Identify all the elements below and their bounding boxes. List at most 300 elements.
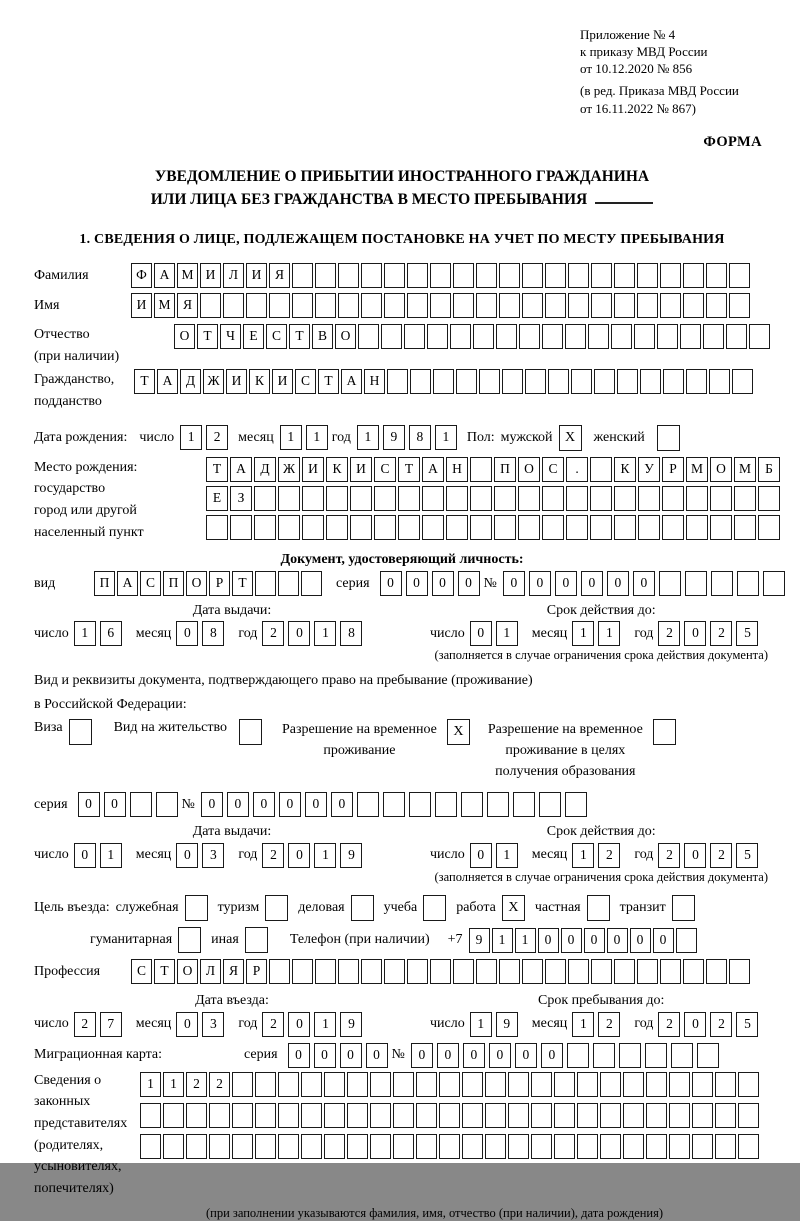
char-cell[interactable] (409, 792, 431, 817)
char-cell[interactable] (383, 792, 405, 817)
char-cell[interactable] (513, 792, 535, 817)
char-cell[interactable]: Ф (131, 263, 152, 288)
char-cell[interactable] (577, 1103, 598, 1128)
char-cell[interactable]: 0 (584, 928, 605, 953)
char-cell[interactable] (462, 1134, 483, 1159)
char-cell[interactable]: У (638, 457, 660, 482)
char-cell[interactable] (435, 792, 457, 817)
char-cell[interactable]: 1 (314, 621, 336, 646)
char-cell[interactable] (623, 1103, 644, 1128)
char-cell[interactable]: 5 (736, 621, 758, 646)
char-cell[interactable]: 0 (458, 571, 480, 596)
name-cells[interactable] (131, 293, 752, 318)
char-cell[interactable] (292, 263, 313, 288)
char-cell[interactable]: М (154, 293, 175, 318)
char-cell[interactable] (590, 486, 612, 511)
char-cell[interactable] (623, 1134, 644, 1159)
char-cell[interactable] (703, 324, 724, 349)
residence-series-cells[interactable] (78, 792, 182, 817)
residence-valid-year-cells[interactable] (658, 843, 762, 868)
char-cell[interactable] (669, 1103, 690, 1128)
char-cell[interactable]: 1 (306, 425, 328, 450)
char-cell[interactable]: С (140, 571, 161, 596)
char-cell[interactable] (384, 959, 405, 984)
char-cell[interactable] (591, 263, 612, 288)
char-cell[interactable] (683, 263, 704, 288)
birth-place-cells-row3[interactable] (206, 515, 782, 540)
char-cell[interactable]: 2 (598, 1012, 620, 1037)
stay-year-cells[interactable] (658, 1012, 762, 1037)
char-cell[interactable]: И (302, 457, 324, 482)
char-cell[interactable]: 0 (411, 1043, 433, 1068)
char-cell[interactable] (662, 486, 684, 511)
char-cell[interactable] (646, 1103, 667, 1128)
char-cell[interactable]: 0 (176, 1012, 198, 1037)
char-cell[interactable] (577, 1072, 598, 1097)
char-cell[interactable] (485, 1103, 506, 1128)
char-cell[interactable]: 0 (463, 1043, 485, 1068)
char-cell[interactable] (539, 792, 561, 817)
char-cell[interactable] (522, 293, 543, 318)
char-cell[interactable] (568, 959, 589, 984)
char-cell[interactable]: Ж (278, 457, 300, 482)
char-cell[interactable]: 1 (314, 1012, 336, 1037)
char-cell[interactable] (156, 792, 178, 817)
char-cell[interactable] (680, 324, 701, 349)
char-cell[interactable] (734, 515, 756, 540)
char-cell[interactable] (439, 1072, 460, 1097)
char-cell[interactable] (709, 369, 730, 394)
char-cell[interactable]: 0 (227, 792, 249, 817)
char-cell[interactable] (542, 324, 563, 349)
char-cell[interactable]: А (230, 457, 252, 482)
char-cell[interactable] (499, 293, 520, 318)
char-cell[interactable] (686, 515, 708, 540)
char-cell[interactable]: С (131, 959, 152, 984)
char-cell[interactable] (370, 1072, 391, 1097)
char-cell[interactable]: К (614, 457, 636, 482)
doc-issue-month-cells[interactable] (176, 621, 228, 646)
purpose-business-checkbox[interactable] (185, 895, 208, 921)
residence-valid-day-cells[interactable] (470, 843, 522, 868)
char-cell[interactable] (645, 1043, 667, 1068)
char-cell[interactable]: 1 (180, 425, 202, 450)
char-cell[interactable]: 0 (288, 843, 310, 868)
char-cell[interactable] (637, 263, 658, 288)
doc-type-cells[interactable] (94, 571, 324, 596)
char-cell[interactable] (706, 959, 727, 984)
char-cell[interactable]: 0 (366, 1043, 388, 1068)
char-cell[interactable] (255, 571, 276, 596)
char-cell[interactable]: Ч (220, 324, 241, 349)
char-cell[interactable]: О (186, 571, 207, 596)
residence-issue-month-cells[interactable] (176, 843, 228, 868)
char-cell[interactable] (292, 959, 313, 984)
char-cell[interactable] (347, 1072, 368, 1097)
char-cell[interactable]: О (174, 324, 195, 349)
char-cell[interactable] (671, 1043, 693, 1068)
char-cell[interactable] (439, 1134, 460, 1159)
char-cell[interactable]: С (295, 369, 316, 394)
char-cell[interactable] (324, 1134, 345, 1159)
char-cell[interactable] (617, 369, 638, 394)
char-cell[interactable] (593, 1043, 615, 1068)
char-cell[interactable]: 1 (492, 928, 513, 953)
char-cell[interactable] (384, 293, 405, 318)
char-cell[interactable] (614, 515, 636, 540)
char-cell[interactable]: 8 (340, 621, 362, 646)
char-cell[interactable] (531, 1072, 552, 1097)
char-cell[interactable]: К (326, 457, 348, 482)
doc-valid-year-cells[interactable] (658, 621, 762, 646)
char-cell[interactable]: Ж (203, 369, 224, 394)
char-cell[interactable] (634, 324, 655, 349)
char-cell[interactable] (729, 263, 750, 288)
char-cell[interactable] (531, 1103, 552, 1128)
char-cell[interactable] (278, 1072, 299, 1097)
stay-day-cells[interactable] (470, 1012, 522, 1037)
char-cell[interactable] (554, 1134, 575, 1159)
char-cell[interactable] (502, 369, 523, 394)
char-cell[interactable]: 3 (202, 843, 224, 868)
migration-series-cells[interactable] (288, 1043, 392, 1068)
char-cell[interactable]: 2 (598, 843, 620, 868)
char-cell[interactable] (230, 515, 252, 540)
char-cell[interactable] (545, 959, 566, 984)
char-cell[interactable]: Я (177, 293, 198, 318)
char-cell[interactable] (410, 369, 431, 394)
char-cell[interactable] (588, 324, 609, 349)
char-cell[interactable] (301, 1072, 322, 1097)
char-cell[interactable] (729, 293, 750, 318)
char-cell[interactable] (531, 1134, 552, 1159)
char-cell[interactable]: 0 (74, 843, 96, 868)
char-cell[interactable]: 8 (202, 621, 224, 646)
char-cell[interactable] (232, 1134, 253, 1159)
purpose-transit-checkbox[interactable] (672, 895, 695, 921)
char-cell[interactable] (393, 1072, 414, 1097)
char-cell[interactable]: 0 (78, 792, 100, 817)
char-cell[interactable] (384, 263, 405, 288)
char-cell[interactable] (200, 293, 221, 318)
visa-checkbox[interactable] (69, 719, 92, 745)
char-cell[interactable]: 0 (581, 571, 603, 596)
char-cell[interactable] (525, 369, 546, 394)
doc-series-cells[interactable] (380, 571, 484, 596)
char-cell[interactable] (232, 1103, 253, 1128)
char-cell[interactable] (676, 928, 697, 953)
char-cell[interactable] (462, 1072, 483, 1097)
char-cell[interactable]: 0 (406, 571, 428, 596)
char-cell[interactable] (456, 369, 477, 394)
char-cell[interactable]: 0 (541, 1043, 563, 1068)
char-cell[interactable]: А (341, 369, 362, 394)
char-cell[interactable] (566, 486, 588, 511)
char-cell[interactable] (470, 457, 492, 482)
char-cell[interactable]: А (422, 457, 444, 482)
char-cell[interactable]: В (312, 324, 333, 349)
char-cell[interactable] (416, 1103, 437, 1128)
char-cell[interactable] (301, 571, 322, 596)
char-cell[interactable] (763, 571, 785, 596)
char-cell[interactable] (130, 792, 152, 817)
char-cell[interactable]: 0 (489, 1043, 511, 1068)
char-cell[interactable] (623, 1072, 644, 1097)
char-cell[interactable]: 0 (279, 792, 301, 817)
char-cell[interactable] (407, 293, 428, 318)
char-cell[interactable]: 1 (572, 843, 594, 868)
char-cell[interactable]: 0 (437, 1043, 459, 1068)
char-cell[interactable] (734, 486, 756, 511)
char-cell[interactable] (453, 263, 474, 288)
char-cell[interactable] (749, 324, 770, 349)
char-cell[interactable]: 2 (658, 1012, 680, 1037)
residence-valid-month-cells[interactable] (572, 843, 624, 868)
char-cell[interactable]: 5 (736, 843, 758, 868)
char-cell[interactable]: Т (398, 457, 420, 482)
char-cell[interactable]: Д (180, 369, 201, 394)
purpose-other-checkbox[interactable] (245, 927, 268, 953)
char-cell[interactable] (594, 369, 615, 394)
doc-issue-year-cells[interactable] (262, 621, 366, 646)
char-cell[interactable] (347, 1134, 368, 1159)
char-cell[interactable] (223, 293, 244, 318)
char-cell[interactable] (545, 293, 566, 318)
char-cell[interactable]: М (177, 263, 198, 288)
char-cell[interactable] (706, 263, 727, 288)
char-cell[interactable] (487, 792, 509, 817)
char-cell[interactable]: 1 (100, 843, 122, 868)
char-cell[interactable]: 2 (710, 621, 732, 646)
char-cell[interactable]: 0 (684, 621, 706, 646)
char-cell[interactable]: 9 (383, 425, 405, 450)
entry-month-cells[interactable] (176, 1012, 228, 1037)
purpose-private-checkbox[interactable] (587, 895, 610, 921)
entry-day-cells[interactable] (74, 1012, 126, 1037)
char-cell[interactable]: 1 (470, 1012, 492, 1037)
entry-year-cells[interactable] (262, 1012, 366, 1037)
char-cell[interactable] (519, 324, 540, 349)
char-cell[interactable] (571, 369, 592, 394)
char-cell[interactable] (430, 263, 451, 288)
char-cell[interactable] (338, 959, 359, 984)
char-cell[interactable]: И (350, 457, 372, 482)
char-cell[interactable]: 3 (202, 1012, 224, 1037)
char-cell[interactable] (370, 1103, 391, 1128)
char-cell[interactable] (657, 324, 678, 349)
char-cell[interactable] (430, 293, 451, 318)
char-cell[interactable] (732, 369, 753, 394)
char-cell[interactable]: 2 (262, 1012, 284, 1037)
char-cell[interactable] (278, 486, 300, 511)
stay-month-cells[interactable] (572, 1012, 624, 1037)
char-cell[interactable] (508, 1103, 529, 1128)
char-cell[interactable] (302, 486, 324, 511)
char-cell[interactable]: 8 (409, 425, 431, 450)
char-cell[interactable] (614, 293, 635, 318)
char-cell[interactable] (600, 1072, 621, 1097)
char-cell[interactable] (686, 369, 707, 394)
char-cell[interactable] (278, 1134, 299, 1159)
char-cell[interactable]: 2 (262, 843, 284, 868)
char-cell[interactable]: 2 (710, 843, 732, 868)
char-cell[interactable] (350, 515, 372, 540)
char-cell[interactable] (433, 369, 454, 394)
char-cell[interactable]: 0 (176, 843, 198, 868)
birth-day-cells[interactable] (180, 425, 232, 450)
char-cell[interactable]: 0 (633, 571, 655, 596)
char-cell[interactable] (361, 293, 382, 318)
char-cell[interactable] (568, 263, 589, 288)
char-cell[interactable]: О (177, 959, 198, 984)
char-cell[interactable] (758, 486, 780, 511)
char-cell[interactable] (619, 1043, 641, 1068)
char-cell[interactable] (660, 959, 681, 984)
char-cell[interactable] (660, 293, 681, 318)
char-cell[interactable] (416, 1134, 437, 1159)
char-cell[interactable] (614, 486, 636, 511)
char-cell[interactable] (711, 571, 733, 596)
char-cell[interactable] (470, 486, 492, 511)
char-cell[interactable]: Т (289, 324, 310, 349)
char-cell[interactable] (518, 515, 540, 540)
char-cell[interactable] (476, 959, 497, 984)
char-cell[interactable]: С (374, 457, 396, 482)
char-cell[interactable] (269, 959, 290, 984)
char-cell[interactable] (407, 959, 428, 984)
char-cell[interactable]: 1 (280, 425, 302, 450)
char-cell[interactable]: Т (318, 369, 339, 394)
char-cell[interactable]: 0 (529, 571, 551, 596)
char-cell[interactable]: . (566, 457, 588, 482)
residence-number-cells[interactable] (201, 792, 591, 817)
char-cell[interactable] (485, 1072, 506, 1097)
char-cell[interactable] (494, 486, 516, 511)
char-cell[interactable]: И (200, 263, 221, 288)
char-cell[interactable]: 2 (209, 1072, 230, 1097)
char-cell[interactable] (315, 293, 336, 318)
char-cell[interactable] (663, 369, 684, 394)
char-cell[interactable]: С (542, 457, 564, 482)
char-cell[interactable] (315, 959, 336, 984)
char-cell[interactable] (427, 324, 448, 349)
char-cell[interactable] (545, 263, 566, 288)
char-cell[interactable]: 2 (262, 621, 284, 646)
char-cell[interactable] (338, 263, 359, 288)
phone-cells[interactable] (469, 928, 699, 953)
char-cell[interactable]: Е (243, 324, 264, 349)
char-cell[interactable] (496, 324, 517, 349)
char-cell[interactable] (350, 486, 372, 511)
char-cell[interactable] (393, 1103, 414, 1128)
char-cell[interactable] (278, 1103, 299, 1128)
char-cell[interactable]: 0 (432, 571, 454, 596)
char-cell[interactable] (611, 324, 632, 349)
char-cell[interactable]: 2 (710, 1012, 732, 1037)
char-cell[interactable] (567, 1043, 589, 1068)
char-cell[interactable]: 0 (305, 792, 327, 817)
char-cell[interactable] (485, 1134, 506, 1159)
char-cell[interactable]: 0 (538, 928, 559, 953)
char-cell[interactable] (542, 486, 564, 511)
char-cell[interactable] (246, 293, 267, 318)
purpose-study-checkbox[interactable] (423, 895, 446, 921)
char-cell[interactable]: 1 (435, 425, 457, 450)
char-cell[interactable]: 9 (340, 1012, 362, 1037)
char-cell[interactable]: 1 (314, 843, 336, 868)
char-cell[interactable] (254, 515, 276, 540)
char-cell[interactable] (499, 959, 520, 984)
char-cell[interactable]: 1 (496, 843, 518, 868)
char-cell[interactable] (522, 263, 543, 288)
char-cell[interactable] (450, 324, 471, 349)
char-cell[interactable]: 1 (140, 1072, 161, 1097)
char-cell[interactable] (324, 1103, 345, 1128)
char-cell[interactable]: П (163, 571, 184, 596)
char-cell[interactable] (186, 1134, 207, 1159)
char-cell[interactable] (278, 515, 300, 540)
char-cell[interactable]: 2 (658, 843, 680, 868)
char-cell[interactable] (324, 1072, 345, 1097)
char-cell[interactable] (590, 457, 612, 482)
char-cell[interactable] (662, 515, 684, 540)
char-cell[interactable] (278, 571, 299, 596)
char-cell[interactable] (186, 1103, 207, 1128)
char-cell[interactable] (738, 1072, 759, 1097)
char-cell[interactable] (548, 369, 569, 394)
char-cell[interactable] (430, 959, 451, 984)
representatives-cells-row2[interactable] (140, 1103, 761, 1128)
char-cell[interactable] (163, 1134, 184, 1159)
char-cell[interactable]: 0 (288, 1043, 310, 1068)
char-cell[interactable] (542, 515, 564, 540)
char-cell[interactable] (738, 1103, 759, 1128)
char-cell[interactable] (518, 486, 540, 511)
char-cell[interactable] (659, 571, 681, 596)
char-cell[interactable]: О (335, 324, 356, 349)
char-cell[interactable] (554, 1072, 575, 1097)
purpose-work-checkbox[interactable]: X (502, 895, 525, 921)
char-cell[interactable]: 1 (515, 928, 536, 953)
char-cell[interactable] (499, 263, 520, 288)
char-cell[interactable] (522, 959, 543, 984)
char-cell[interactable] (470, 515, 492, 540)
char-cell[interactable] (565, 324, 586, 349)
char-cell[interactable] (140, 1103, 161, 1128)
char-cell[interactable]: Т (206, 457, 228, 482)
char-cell[interactable]: Т (154, 959, 175, 984)
char-cell[interactable] (590, 515, 612, 540)
char-cell[interactable] (232, 1072, 253, 1097)
char-cell[interactable]: 0 (470, 621, 492, 646)
doc-number-cells[interactable] (503, 571, 789, 596)
char-cell[interactable] (301, 1103, 322, 1128)
char-cell[interactable] (591, 959, 612, 984)
char-cell[interactable] (393, 1134, 414, 1159)
birth-year-cells[interactable] (357, 425, 461, 450)
char-cell[interactable] (683, 293, 704, 318)
char-cell[interactable] (669, 1072, 690, 1097)
char-cell[interactable] (407, 263, 428, 288)
char-cell[interactable]: Б (758, 457, 780, 482)
residence-permit-checkbox[interactable] (239, 719, 262, 745)
char-cell[interactable] (508, 1134, 529, 1159)
char-cell[interactable]: 0 (380, 571, 402, 596)
doc-issue-day-cells[interactable] (74, 621, 126, 646)
char-cell[interactable] (398, 486, 420, 511)
char-cell[interactable]: 7 (100, 1012, 122, 1037)
char-cell[interactable]: И (246, 263, 267, 288)
